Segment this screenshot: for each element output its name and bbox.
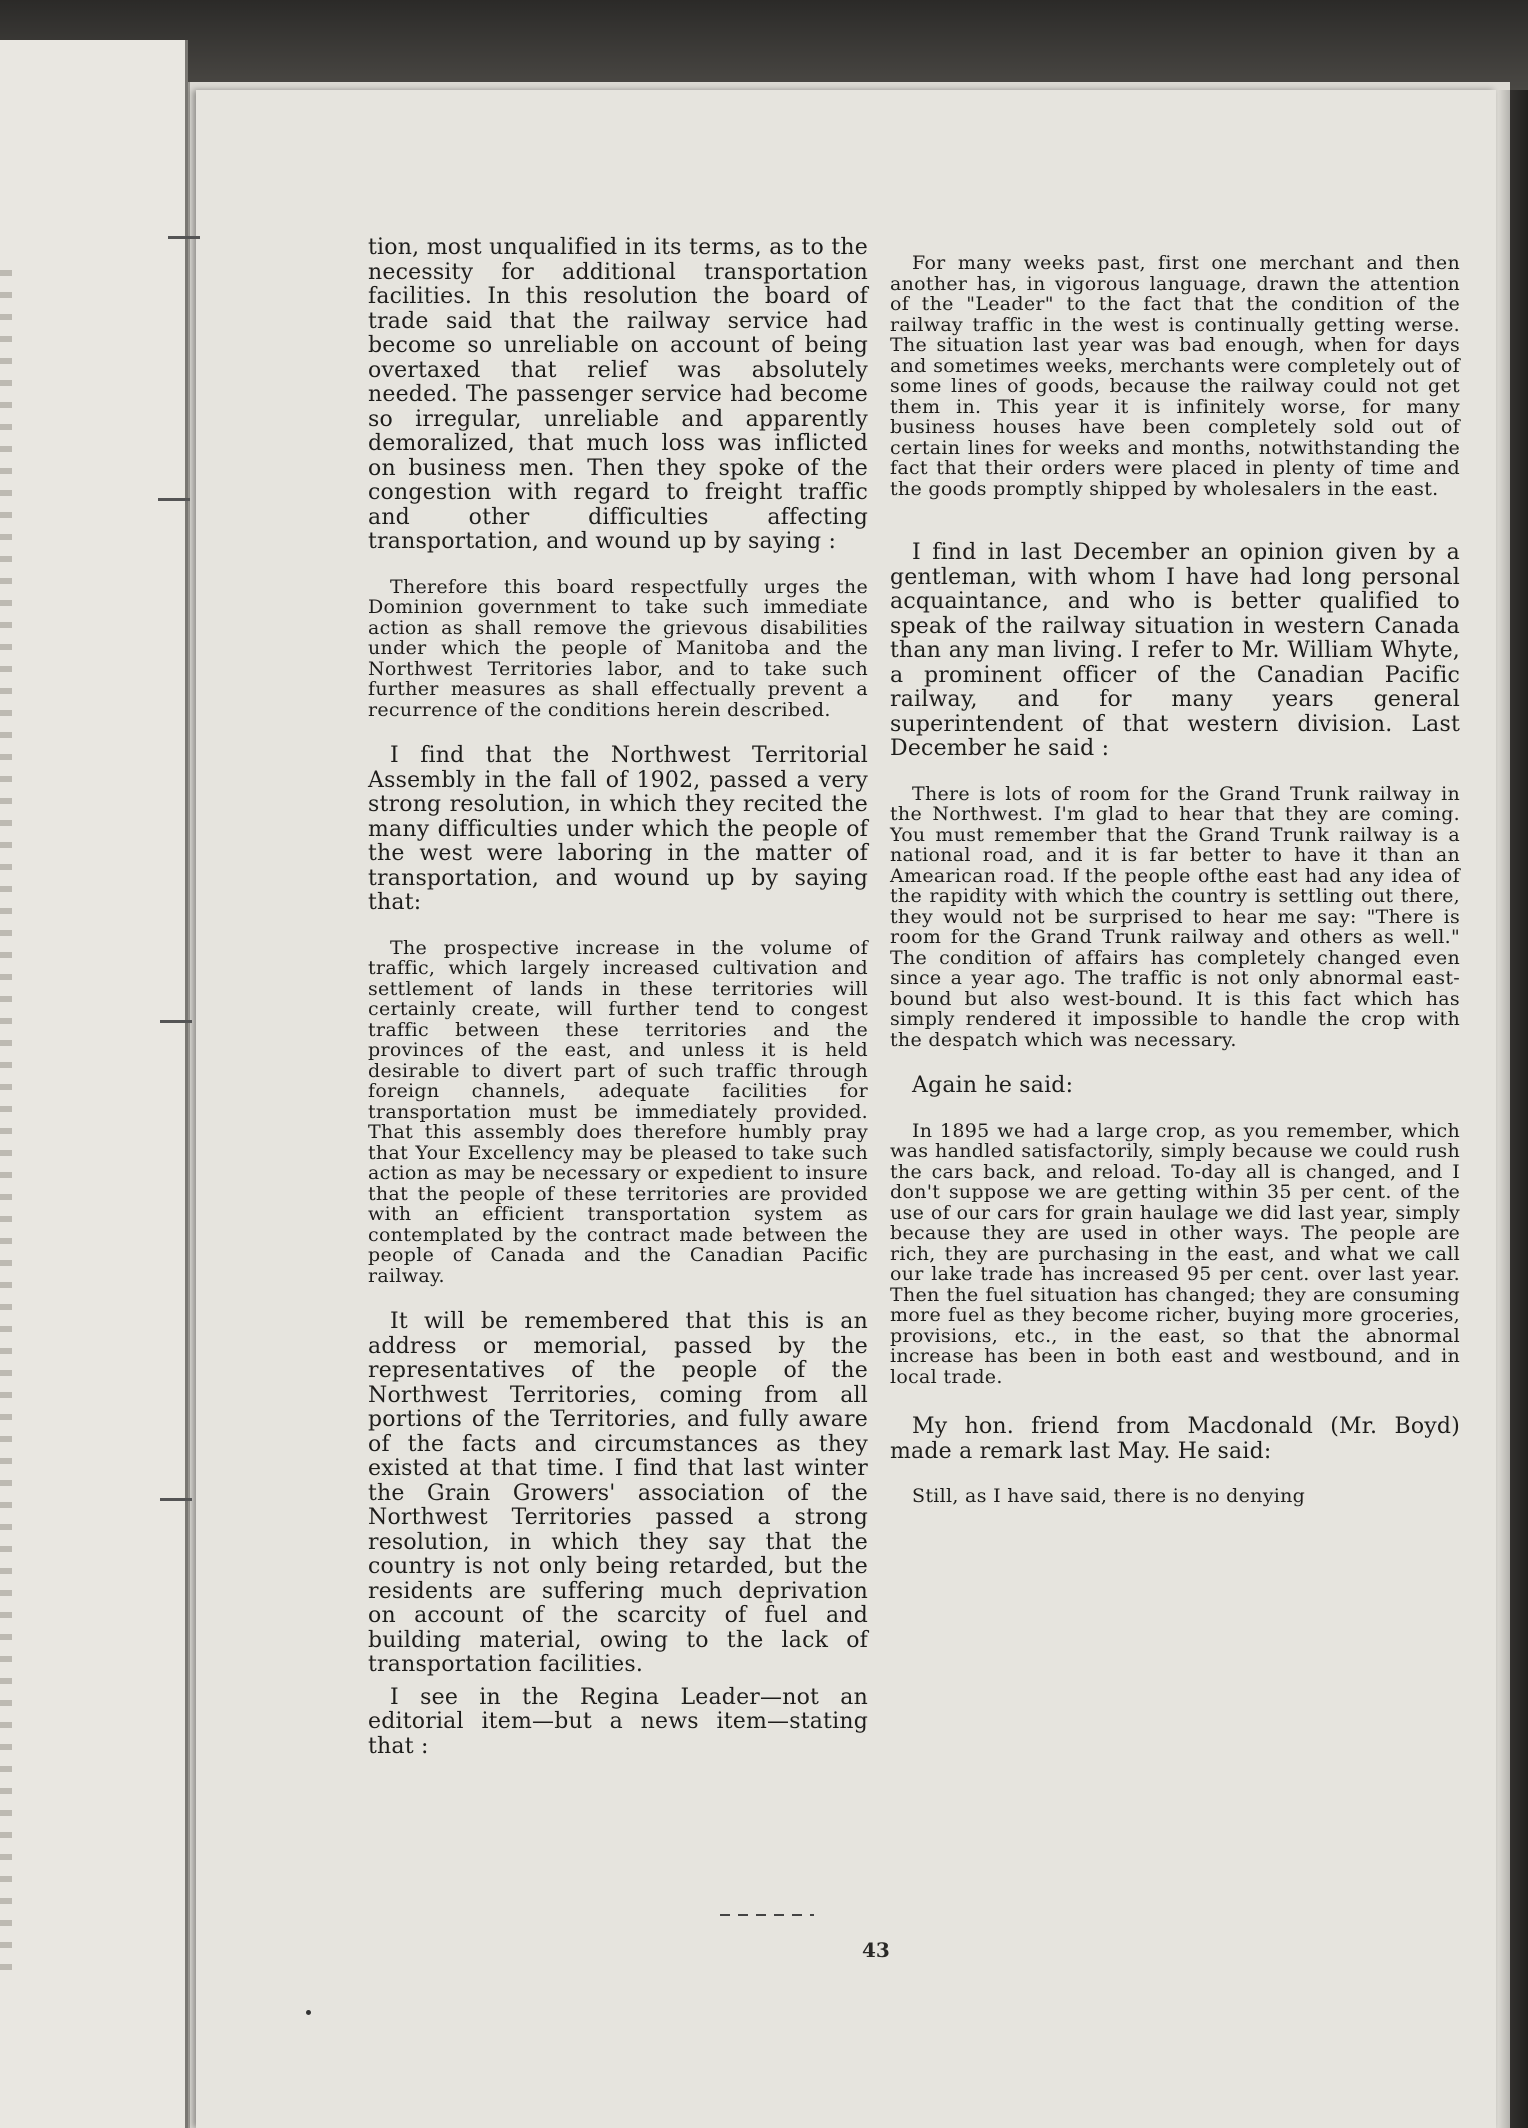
page-number: 43 — [862, 1938, 890, 1962]
quoted-resolution: Therefore this board respectfully urges the Dominion government to take such immediate action as shall remove the grievous disabilities under which the people of Manitoba and the Northwest Territories labor, and to take such further measures as shall effectually prevent a recurrence of the conditions herein described. — [368, 575, 868, 721]
dashed-rule — [720, 1914, 814, 1916]
paragraph: Again he said: — [912, 1073, 1074, 1098]
paragraph: I find in last December an opinion given by a gentleman, with whom I have had long personal acquaintance, and who is better qualified to speak of the railway situation in western Canada than any man living. I refer to Mr. William Whyte, a prominent officer of the Canadian Pacific railway, and for many years general superintendent of that western division. Last December he said : — [890, 540, 1460, 761]
paragraph: tion, most unqualified in its terms, as to the necessity for additional transportation facilities. In this resolution the board of trade said that the railway service had become so unreliable on account of being overtaxed that relief was absolutely needed. The passenger service had become so irregular, unreliable and apparently demoralized, that much loss was inflicted on business men. Then they spoke of the congestion with regard to freight traffic and other difficulties affecting transportation, and wound up by saying : — [368, 235, 868, 554]
facing-page-text-edge — [0, 270, 12, 1970]
quoted-statement: There is lots of room for the Grand Trunk railway in the Northwest. I'm glad to hear that they are coming. You must remember that the Grand Trunk railway is a national road, and it is far better to have it than an Amearican road. If the people ofthe east had any idea of the rapidity with which the country is settling out there, they would not be surprised to hear me say: "There is room for the Grand Trunk railway and others as well." The condition of affairs has completely changed even since a year ago. The traffic is not only abnormal east-bound but also west-bound. It is this fact which has simply rendered it impossible to handle the crop with the despatch which was necessary. — [890, 782, 1460, 1051]
quoted-statement: In 1895 we had a large crop, as you remember, which was handled satisfactorily, simply because we could rush the cars back, and reload. To-day all is changed, and I don't suppose we are getting within 35 per cent. of the use of our cars for grain haulage we did last year, simply because they are used in other ways. The people are rich, they are purchasing in the east, and what we call our lake trade has increased 95 per cent. over last year. Then the fuel situation has changed; they are consuming more fuel as they become richer, buying more groceries, provisions, etc., in the east, so that the abnormal increase has been in both east and westbound, and in local trade. — [890, 1119, 1460, 1388]
margin-mark — [168, 236, 200, 239]
right-column — [890, 253, 1460, 1531]
page-shadow — [1498, 90, 1528, 2128]
quoted-statement: Still, as I have said, there is no denying — [912, 1485, 1306, 1507]
paragraph: It will be remembered that this is an address or memorial, passed by the representatives of the people of the Northwest Territories, coming from all portions of the Territories, and fully aware of the facts and circumstances as they existed at that time. I find that last winter the Grain Growers' association of the Northwest Territories passed a strong resolution, in which they say that the country is not only being retarded, but the residents are suffering much deprivation on account of the scarcity of fuel and building material, owing to the lack of transportation facilities. — [368, 1309, 868, 1677]
scan-backdrop — [0, 0, 1528, 90]
speck — [306, 2010, 311, 2015]
paragraph: I find that the Northwest Territorial Assembly in the fall of 1902, passed a very strong resolution, in which they recited the many difficulties under which the people of the west were laboring in the matter of transportation, and wound up by saying that: — [368, 743, 868, 915]
paragraph: My hon. friend from Macdonald (Mr. Boyd) made a remark last May. He said: — [890, 1414, 1460, 1464]
facing-page-edge — [0, 40, 188, 2128]
quoted-resolution: The prospective increase in the volume of traffic, which largely increased cultivation and settlement of lands in these territories will certainly create, will further tend to congest traffic between these territories and the provinces of the east, and unless it is held desirable to divert part of such traffic through foreign channels, adequate facilities for transportation must be immediately provided. That this assembly does therefore humbly pray that Your Excellency may be pleased to take such action as may be necessary or expedient to insure that the people of these territories are provided with an efficient transportation system as contemplated by the contract made between the people of Canada and the Canadian Pacific railway. — [368, 936, 868, 1287]
quoted-news-item: For many weeks past, first one merchant and then another has, in vigorous language, drawn the attention of the "Leader" to the fact that the condition of the railway traffic in the west is continually getting werse. The situation last year was bad enough, when for days and sometimes weeks, merchants were completely out of some lines of goods, because the railway could not get them in. This year it is infinitely worse, for many business houses have been completely sold out of certain lines for weeks and months, notwithstanding the fact that their orders were placed in plenty of time and the goods promptly shipped by wholesalers in the east. — [890, 252, 1460, 500]
margin-mark — [160, 1020, 192, 1023]
left-column — [368, 236, 868, 1781]
margin-mark — [158, 498, 190, 501]
paragraph: I see in the Regina Leader—not an editorial item—but a news item—stating that : — [368, 1684, 868, 1759]
margin-mark — [160, 1498, 192, 1501]
